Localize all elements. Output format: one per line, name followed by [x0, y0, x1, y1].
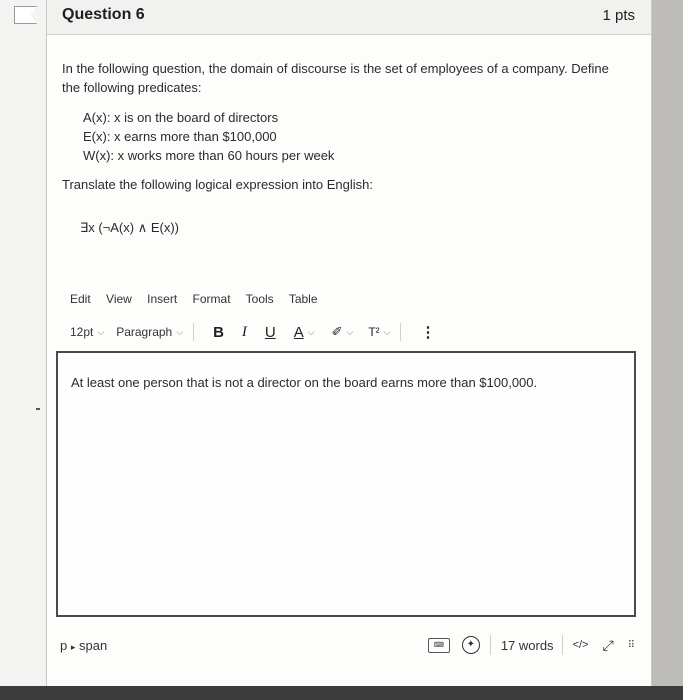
status-divider: [562, 635, 563, 655]
underline-button[interactable]: U: [264, 323, 276, 341]
path-p[interactable]: p: [60, 638, 68, 653]
editor-statusbar: [56, 630, 638, 660]
bold-button[interactable]: B: [213, 323, 224, 341]
predicate-list: [83, 108, 334, 165]
chevron-down-icon: ⌵: [176, 326, 184, 337]
instruction-text: Translate the following logical expression into English:: [62, 177, 373, 192]
path-span[interactable]: span: [79, 638, 108, 653]
path-arrow-icon: ▸: [70, 642, 76, 652]
predicate-e: E(x): x earns more than $100,000: [83, 129, 277, 144]
answer-text: At least one person that is not a director on the board earns more than $100,000.: [71, 375, 538, 390]
question-points: 1 pts: [602, 7, 635, 24]
toolbar-divider: [400, 323, 401, 341]
text-color-button[interactable]: [285, 324, 315, 341]
question-card: [46, 0, 652, 700]
rail-mark: [36, 408, 40, 410]
fullscreen-expand-icon[interactable]: ⤢: [602, 636, 614, 653]
editor-menubar: [70, 292, 330, 306]
accessibility-checker-icon[interactable]: ✦: [462, 636, 480, 654]
highlight-button[interactable]: [323, 324, 354, 340]
logical-expression: ∃x (¬A(x) ∧ E(x)): [80, 220, 179, 235]
html-editor-toggle-icon[interactable]: </>: [572, 639, 589, 651]
menu-tools[interactable]: Tools: [245, 292, 274, 306]
menu-table[interactable]: Table: [288, 292, 318, 306]
chevron-down-icon: ⌵: [97, 326, 105, 337]
element-path: [60, 638, 107, 653]
block-format-value: Paragraph: [116, 325, 173, 339]
font-size-select[interactable]: [70, 325, 104, 339]
superscript-button[interactable]: [359, 325, 390, 339]
menu-format[interactable]: Format: [192, 292, 231, 306]
status-controls: [428, 635, 634, 655]
more-options-icon[interactable]: ⋮: [420, 324, 436, 341]
predicate-a: A(x): x is on the board of directors: [83, 110, 279, 125]
intro-line-1: In the following question, the domain of discourse is the set of employees of a company. Define: [62, 61, 609, 76]
font-size-value: 12pt: [70, 325, 94, 339]
menu-view[interactable]: View: [106, 292, 132, 306]
italic-button[interactable]: I: [241, 323, 247, 340]
status-divider: [490, 635, 491, 655]
intro-line-2: the following predicates:: [62, 80, 202, 95]
chevron-down-icon: ⌵: [346, 326, 354, 337]
word-count[interactable]: 17 words: [500, 637, 554, 653]
bottom-strip: [0, 686, 683, 700]
resize-grip-icon[interactable]: ⠿: [627, 639, 634, 651]
menu-insert[interactable]: Insert: [147, 292, 178, 306]
text-color-icon: A: [293, 323, 304, 341]
question-title: Question 6: [62, 6, 145, 23]
menu-edit[interactable]: Edit: [70, 292, 91, 306]
keyboard-shortcuts-icon[interactable]: ⌨: [428, 638, 450, 653]
block-format-select[interactable]: [116, 325, 183, 339]
left-rail: [0, 0, 46, 700]
question-header: [47, 0, 651, 35]
chevron-down-icon: ⌵: [307, 326, 315, 337]
editor-toolbar: [70, 322, 444, 342]
superscript-icon: T²: [368, 325, 380, 339]
answer-editor[interactable]: [56, 351, 636, 617]
toolbar-divider: [193, 323, 194, 341]
flag-question-icon[interactable]: [14, 6, 37, 24]
highlight-icon: ✐: [331, 324, 343, 339]
chevron-down-icon: ⌵: [383, 326, 391, 337]
predicate-w: W(x): x works more than 60 hours per week: [83, 148, 335, 163]
question-intro: [62, 59, 622, 97]
